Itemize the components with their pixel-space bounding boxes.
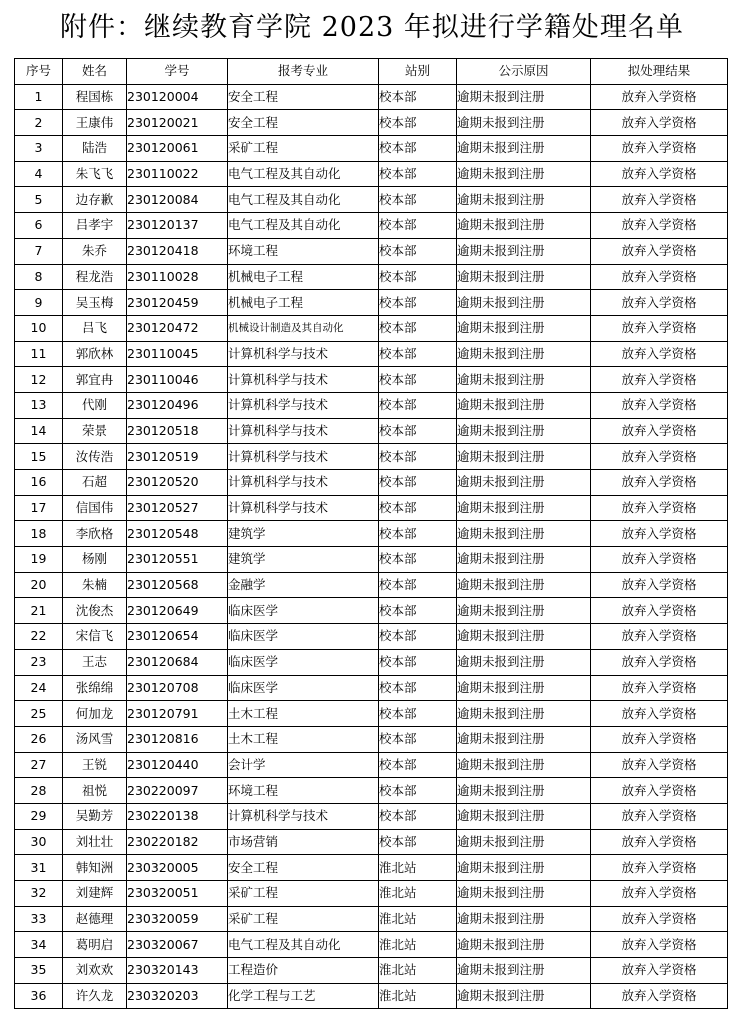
cell-major: 临床医学 bbox=[228, 675, 379, 701]
cell-major: 机械设计制造及其自动化 bbox=[228, 315, 379, 341]
cell-student-id: 230120520 bbox=[127, 470, 228, 496]
cell-site: 淮北站 bbox=[379, 983, 457, 1009]
cell-site: 淮北站 bbox=[379, 855, 457, 881]
cell-name: 杨刚 bbox=[63, 547, 127, 573]
table-row bbox=[15, 213, 728, 239]
cell-reason: 逾期未报到注册 bbox=[457, 213, 591, 239]
cell-index: 4 bbox=[15, 161, 63, 187]
table-row bbox=[15, 84, 728, 110]
cell-reason: 逾期未报到注册 bbox=[457, 958, 591, 984]
cell-site: 校本部 bbox=[379, 290, 457, 316]
cell-major: 临床医学 bbox=[228, 624, 379, 650]
cell-student-id: 230110045 bbox=[127, 341, 228, 367]
cell-reason: 逾期未报到注册 bbox=[457, 341, 591, 367]
cell-result: 放弃入学资格 bbox=[591, 238, 728, 264]
cell-result: 放弃入学资格 bbox=[591, 726, 728, 752]
cell-result: 放弃入学资格 bbox=[591, 547, 728, 573]
cell-index: 3 bbox=[15, 136, 63, 162]
cell-student-id: 230220138 bbox=[127, 803, 228, 829]
cell-site: 淮北站 bbox=[379, 906, 457, 932]
cell-major: 计算机科学与技术 bbox=[228, 341, 379, 367]
cell-name: 葛明启 bbox=[63, 932, 127, 958]
cell-site: 校本部 bbox=[379, 470, 457, 496]
cell-index: 5 bbox=[15, 187, 63, 213]
header-name: 姓名 bbox=[63, 59, 127, 85]
cell-index: 27 bbox=[15, 752, 63, 778]
table-row bbox=[15, 341, 728, 367]
cell-reason: 逾期未报到注册 bbox=[457, 161, 591, 187]
cell-site: 校本部 bbox=[379, 392, 457, 418]
cell-index: 2 bbox=[15, 110, 63, 136]
cell-name: 程国栋 bbox=[63, 84, 127, 110]
cell-major: 机械电子工程 bbox=[228, 290, 379, 316]
cell-student-id: 230120548 bbox=[127, 521, 228, 547]
cell-name: 边存歉 bbox=[63, 187, 127, 213]
table-row bbox=[15, 110, 728, 136]
cell-name: 张绵绵 bbox=[63, 675, 127, 701]
cell-reason: 逾期未报到注册 bbox=[457, 495, 591, 521]
table-body bbox=[15, 84, 728, 1009]
cell-site: 校本部 bbox=[379, 675, 457, 701]
cell-student-id: 230120551 bbox=[127, 547, 228, 573]
cell-site: 校本部 bbox=[379, 315, 457, 341]
cell-major: 采矿工程 bbox=[228, 881, 379, 907]
cell-result: 放弃入学资格 bbox=[591, 778, 728, 804]
cell-result: 放弃入学资格 bbox=[591, 624, 728, 650]
cell-student-id: 230320143 bbox=[127, 958, 228, 984]
cell-name: 吕飞 bbox=[63, 315, 127, 341]
header-student-id: 学号 bbox=[127, 59, 228, 85]
cell-site: 校本部 bbox=[379, 803, 457, 829]
cell-result: 放弃入学资格 bbox=[591, 598, 728, 624]
cell-site: 校本部 bbox=[379, 84, 457, 110]
table-row bbox=[15, 470, 728, 496]
cell-result: 放弃入学资格 bbox=[591, 161, 728, 187]
cell-site: 校本部 bbox=[379, 598, 457, 624]
table-row bbox=[15, 392, 728, 418]
cell-index: 26 bbox=[15, 726, 63, 752]
cell-major: 计算机科学与技术 bbox=[228, 367, 379, 393]
cell-name: 石超 bbox=[63, 470, 127, 496]
cell-site: 淮北站 bbox=[379, 932, 457, 958]
cell-site: 校本部 bbox=[379, 161, 457, 187]
cell-result: 放弃入学资格 bbox=[591, 470, 728, 496]
table-row bbox=[15, 675, 728, 701]
cell-name: 程龙浩 bbox=[63, 264, 127, 290]
cell-name: 何加龙 bbox=[63, 701, 127, 727]
cell-index: 8 bbox=[15, 264, 63, 290]
cell-student-id: 230110028 bbox=[127, 264, 228, 290]
cell-student-id: 230120527 bbox=[127, 495, 228, 521]
table-row bbox=[15, 367, 728, 393]
cell-reason: 逾期未报到注册 bbox=[457, 418, 591, 444]
cell-reason: 逾期未报到注册 bbox=[457, 752, 591, 778]
cell-index: 11 bbox=[15, 341, 63, 367]
cell-name: 赵德理 bbox=[63, 906, 127, 932]
table-row bbox=[15, 906, 728, 932]
cell-site: 淮北站 bbox=[379, 881, 457, 907]
table-row bbox=[15, 264, 728, 290]
cell-site: 校本部 bbox=[379, 547, 457, 573]
cell-name: 王志 bbox=[63, 649, 127, 675]
cell-site: 校本部 bbox=[379, 213, 457, 239]
cell-student-id: 230120791 bbox=[127, 701, 228, 727]
cell-index: 6 bbox=[15, 213, 63, 239]
cell-name: 朱楠 bbox=[63, 572, 127, 598]
cell-index: 36 bbox=[15, 983, 63, 1009]
cell-result: 放弃入学资格 bbox=[591, 958, 728, 984]
cell-student-id: 230120418 bbox=[127, 238, 228, 264]
cell-major: 市场营销 bbox=[228, 829, 379, 855]
cell-index: 23 bbox=[15, 649, 63, 675]
cell-result: 放弃入学资格 bbox=[591, 572, 728, 598]
cell-reason: 逾期未报到注册 bbox=[457, 572, 591, 598]
cell-student-id: 230120440 bbox=[127, 752, 228, 778]
table-header-row bbox=[15, 59, 728, 85]
cell-name: 朱乔 bbox=[63, 238, 127, 264]
cell-reason: 逾期未报到注册 bbox=[457, 983, 591, 1009]
cell-index: 17 bbox=[15, 495, 63, 521]
cell-name: 朱飞飞 bbox=[63, 161, 127, 187]
cell-name: 刘建辉 bbox=[63, 881, 127, 907]
cell-student-id: 230120519 bbox=[127, 444, 228, 470]
cell-student-id: 230120816 bbox=[127, 726, 228, 752]
cell-student-id: 230120021 bbox=[127, 110, 228, 136]
header-index: 序号 bbox=[15, 59, 63, 85]
cell-reason: 逾期未报到注册 bbox=[457, 624, 591, 650]
cell-index: 24 bbox=[15, 675, 63, 701]
cell-result: 放弃入学资格 bbox=[591, 855, 728, 881]
cell-site: 校本部 bbox=[379, 752, 457, 778]
cell-site: 校本部 bbox=[379, 367, 457, 393]
cell-site: 校本部 bbox=[379, 649, 457, 675]
cell-site: 校本部 bbox=[379, 495, 457, 521]
cell-name: 信国伟 bbox=[63, 495, 127, 521]
cell-name: 王康伟 bbox=[63, 110, 127, 136]
cell-major: 电气工程及其自动化 bbox=[228, 932, 379, 958]
header-major: 报考专业 bbox=[228, 59, 379, 85]
cell-reason: 逾期未报到注册 bbox=[457, 906, 591, 932]
cell-major: 环境工程 bbox=[228, 778, 379, 804]
cell-major: 建筑学 bbox=[228, 547, 379, 573]
table-row bbox=[15, 829, 728, 855]
cell-reason: 逾期未报到注册 bbox=[457, 84, 591, 110]
cell-reason: 逾期未报到注册 bbox=[457, 675, 591, 701]
cell-major: 计算机科学与技术 bbox=[228, 392, 379, 418]
cell-student-id: 230120459 bbox=[127, 290, 228, 316]
cell-result: 放弃入学资格 bbox=[591, 521, 728, 547]
cell-index: 32 bbox=[15, 881, 63, 907]
cell-site: 校本部 bbox=[379, 726, 457, 752]
cell-result: 放弃入学资格 bbox=[591, 829, 728, 855]
cell-major: 计算机科学与技术 bbox=[228, 470, 379, 496]
cell-site: 校本部 bbox=[379, 341, 457, 367]
cell-site: 校本部 bbox=[379, 136, 457, 162]
table-row bbox=[15, 624, 728, 650]
cell-reason: 逾期未报到注册 bbox=[457, 521, 591, 547]
cell-reason: 逾期未报到注册 bbox=[457, 881, 591, 907]
cell-major: 采矿工程 bbox=[228, 906, 379, 932]
cell-major: 机械电子工程 bbox=[228, 264, 379, 290]
cell-student-id: 230120649 bbox=[127, 598, 228, 624]
cell-result: 放弃入学资格 bbox=[591, 444, 728, 470]
document-title: 附件：继续教育学院 2023 年拟进行学籍处理名单 bbox=[60, 12, 684, 43]
cell-student-id: 230220182 bbox=[127, 829, 228, 855]
cell-index: 28 bbox=[15, 778, 63, 804]
cell-name: 许久龙 bbox=[63, 983, 127, 1009]
cell-name: 陆浩 bbox=[63, 136, 127, 162]
table-row bbox=[15, 418, 728, 444]
cell-index: 25 bbox=[15, 701, 63, 727]
cell-name: 沈俊杰 bbox=[63, 598, 127, 624]
cell-result: 放弃入学资格 bbox=[591, 187, 728, 213]
cell-name: 韩知洲 bbox=[63, 855, 127, 881]
cell-reason: 逾期未报到注册 bbox=[457, 778, 591, 804]
table-row bbox=[15, 958, 728, 984]
cell-site: 校本部 bbox=[379, 444, 457, 470]
cell-site: 校本部 bbox=[379, 829, 457, 855]
cell-reason: 逾期未报到注册 bbox=[457, 110, 591, 136]
cell-student-id: 230320203 bbox=[127, 983, 228, 1009]
cell-reason: 逾期未报到注册 bbox=[457, 264, 591, 290]
cell-result: 放弃入学资格 bbox=[591, 701, 728, 727]
table-row bbox=[15, 315, 728, 341]
header-reason: 公示原因 bbox=[457, 59, 591, 85]
cell-student-id: 230320067 bbox=[127, 932, 228, 958]
cell-student-id: 230120496 bbox=[127, 392, 228, 418]
cell-major: 电气工程及其自动化 bbox=[228, 213, 379, 239]
cell-major: 建筑学 bbox=[228, 521, 379, 547]
cell-index: 12 bbox=[15, 367, 63, 393]
cell-major: 金融学 bbox=[228, 572, 379, 598]
cell-result: 放弃入学资格 bbox=[591, 881, 728, 907]
cell-result: 放弃入学资格 bbox=[591, 649, 728, 675]
header-result: 拟处理结果 bbox=[591, 59, 728, 85]
cell-student-id: 230120472 bbox=[127, 315, 228, 341]
cell-major: 安全工程 bbox=[228, 84, 379, 110]
cell-result: 放弃入学资格 bbox=[591, 341, 728, 367]
cell-site: 校本部 bbox=[379, 418, 457, 444]
table-row bbox=[15, 881, 728, 907]
cell-site: 校本部 bbox=[379, 701, 457, 727]
cell-reason: 逾期未报到注册 bbox=[457, 136, 591, 162]
table-row bbox=[15, 290, 728, 316]
cell-result: 放弃入学资格 bbox=[591, 84, 728, 110]
cell-major: 采矿工程 bbox=[228, 136, 379, 162]
cell-name: 郭宜冉 bbox=[63, 367, 127, 393]
cell-student-id: 230220097 bbox=[127, 778, 228, 804]
cell-major: 计算机科学与技术 bbox=[228, 418, 379, 444]
cell-student-id: 230120708 bbox=[127, 675, 228, 701]
cell-reason: 逾期未报到注册 bbox=[457, 470, 591, 496]
cell-result: 放弃入学资格 bbox=[591, 803, 728, 829]
table-row bbox=[15, 855, 728, 881]
cell-site: 校本部 bbox=[379, 624, 457, 650]
cell-result: 放弃入学资格 bbox=[591, 110, 728, 136]
cell-major: 临床医学 bbox=[228, 598, 379, 624]
cell-result: 放弃入学资格 bbox=[591, 752, 728, 778]
cell-student-id: 230110046 bbox=[127, 367, 228, 393]
table-row bbox=[15, 726, 728, 752]
cell-index: 14 bbox=[15, 418, 63, 444]
cell-site: 校本部 bbox=[379, 521, 457, 547]
cell-index: 1 bbox=[15, 84, 63, 110]
cell-index: 10 bbox=[15, 315, 63, 341]
cell-site: 校本部 bbox=[379, 264, 457, 290]
cell-index: 15 bbox=[15, 444, 63, 470]
cell-major: 临床医学 bbox=[228, 649, 379, 675]
cell-site: 校本部 bbox=[379, 187, 457, 213]
table-row bbox=[15, 495, 728, 521]
cell-reason: 逾期未报到注册 bbox=[457, 803, 591, 829]
table-row bbox=[15, 521, 728, 547]
table-row bbox=[15, 187, 728, 213]
cell-result: 放弃入学资格 bbox=[591, 906, 728, 932]
cell-student-id: 230120684 bbox=[127, 649, 228, 675]
table-row bbox=[15, 547, 728, 573]
table-row bbox=[15, 238, 728, 264]
cell-index: 9 bbox=[15, 290, 63, 316]
cell-major: 环境工程 bbox=[228, 238, 379, 264]
cell-name: 吕孝宇 bbox=[63, 213, 127, 239]
cell-major: 计算机科学与技术 bbox=[228, 444, 379, 470]
cell-result: 放弃入学资格 bbox=[591, 136, 728, 162]
cell-index: 16 bbox=[15, 470, 63, 496]
cell-major: 电气工程及其自动化 bbox=[228, 161, 379, 187]
cell-site: 校本部 bbox=[379, 238, 457, 264]
cell-result: 放弃入学资格 bbox=[591, 315, 728, 341]
cell-result: 放弃入学资格 bbox=[591, 495, 728, 521]
cell-reason: 逾期未报到注册 bbox=[457, 187, 591, 213]
cell-result: 放弃入学资格 bbox=[591, 367, 728, 393]
cell-index: 20 bbox=[15, 572, 63, 598]
cell-student-id: 230120004 bbox=[127, 84, 228, 110]
cell-name: 刘欢欢 bbox=[63, 958, 127, 984]
cell-index: 31 bbox=[15, 855, 63, 881]
table-row bbox=[15, 572, 728, 598]
cell-result: 放弃入学资格 bbox=[591, 264, 728, 290]
cell-name: 汤风雪 bbox=[63, 726, 127, 752]
cell-index: 34 bbox=[15, 932, 63, 958]
cell-reason: 逾期未报到注册 bbox=[457, 932, 591, 958]
table-row bbox=[15, 161, 728, 187]
cell-major: 化学工程与工艺 bbox=[228, 983, 379, 1009]
cell-reason: 逾期未报到注册 bbox=[457, 392, 591, 418]
table-row bbox=[15, 932, 728, 958]
table-row bbox=[15, 444, 728, 470]
cell-index: 29 bbox=[15, 803, 63, 829]
cell-major: 计算机科学与技术 bbox=[228, 803, 379, 829]
roster-table bbox=[14, 58, 728, 1009]
cell-student-id: 230320059 bbox=[127, 906, 228, 932]
cell-student-id: 230120061 bbox=[127, 136, 228, 162]
cell-reason: 逾期未报到注册 bbox=[457, 649, 591, 675]
cell-name: 王锐 bbox=[63, 752, 127, 778]
cell-index: 19 bbox=[15, 547, 63, 573]
cell-result: 放弃入学资格 bbox=[591, 290, 728, 316]
cell-result: 放弃入学资格 bbox=[591, 932, 728, 958]
cell-name: 刘壮壮 bbox=[63, 829, 127, 855]
cell-site: 校本部 bbox=[379, 572, 457, 598]
cell-index: 21 bbox=[15, 598, 63, 624]
cell-student-id: 230120654 bbox=[127, 624, 228, 650]
cell-name: 李欣格 bbox=[63, 521, 127, 547]
table-row bbox=[15, 778, 728, 804]
cell-reason: 逾期未报到注册 bbox=[457, 315, 591, 341]
cell-student-id: 230120568 bbox=[127, 572, 228, 598]
cell-index: 22 bbox=[15, 624, 63, 650]
cell-student-id: 230120084 bbox=[127, 187, 228, 213]
cell-student-id: 230120518 bbox=[127, 418, 228, 444]
cell-major: 电气工程及其自动化 bbox=[228, 187, 379, 213]
cell-name: 宋信飞 bbox=[63, 624, 127, 650]
cell-reason: 逾期未报到注册 bbox=[457, 367, 591, 393]
cell-major: 安全工程 bbox=[228, 855, 379, 881]
cell-reason: 逾期未报到注册 bbox=[457, 290, 591, 316]
cell-site: 淮北站 bbox=[379, 958, 457, 984]
cell-reason: 逾期未报到注册 bbox=[457, 547, 591, 573]
cell-major: 会计学 bbox=[228, 752, 379, 778]
cell-reason: 逾期未报到注册 bbox=[457, 444, 591, 470]
table-row bbox=[15, 803, 728, 829]
cell-result: 放弃入学资格 bbox=[591, 213, 728, 239]
cell-major: 安全工程 bbox=[228, 110, 379, 136]
cell-reason: 逾期未报到注册 bbox=[457, 829, 591, 855]
cell-result: 放弃入学资格 bbox=[591, 392, 728, 418]
cell-result: 放弃入学资格 bbox=[591, 418, 728, 444]
cell-index: 18 bbox=[15, 521, 63, 547]
cell-reason: 逾期未报到注册 bbox=[457, 855, 591, 881]
header-site: 站别 bbox=[379, 59, 457, 85]
cell-name: 祖悦 bbox=[63, 778, 127, 804]
cell-reason: 逾期未报到注册 bbox=[457, 701, 591, 727]
cell-name: 汝传浩 bbox=[63, 444, 127, 470]
cell-major: 土木工程 bbox=[228, 701, 379, 727]
table-row bbox=[15, 983, 728, 1009]
cell-name: 代刚 bbox=[63, 392, 127, 418]
cell-index: 33 bbox=[15, 906, 63, 932]
cell-student-id: 230320005 bbox=[127, 855, 228, 881]
cell-student-id: 230320051 bbox=[127, 881, 228, 907]
cell-site: 校本部 bbox=[379, 778, 457, 804]
cell-index: 7 bbox=[15, 238, 63, 264]
table-row bbox=[15, 649, 728, 675]
cell-index: 35 bbox=[15, 958, 63, 984]
cell-result: 放弃入学资格 bbox=[591, 675, 728, 701]
cell-student-id: 230110022 bbox=[127, 161, 228, 187]
cell-name: 吴勤芳 bbox=[63, 803, 127, 829]
cell-reason: 逾期未报到注册 bbox=[457, 598, 591, 624]
cell-major: 土木工程 bbox=[228, 726, 379, 752]
cell-name: 吴玉梅 bbox=[63, 290, 127, 316]
cell-index: 30 bbox=[15, 829, 63, 855]
cell-result: 放弃入学资格 bbox=[591, 983, 728, 1009]
table-row bbox=[15, 136, 728, 162]
cell-reason: 逾期未报到注册 bbox=[457, 238, 591, 264]
cell-name: 郭欣林 bbox=[63, 341, 127, 367]
cell-major: 工程造价 bbox=[228, 958, 379, 984]
table-row bbox=[15, 701, 728, 727]
cell-major: 计算机科学与技术 bbox=[228, 495, 379, 521]
cell-reason: 逾期未报到注册 bbox=[457, 726, 591, 752]
cell-student-id: 230120137 bbox=[127, 213, 228, 239]
cell-name: 荣景 bbox=[63, 418, 127, 444]
table-row bbox=[15, 598, 728, 624]
cell-site: 校本部 bbox=[379, 110, 457, 136]
table-row bbox=[15, 752, 728, 778]
cell-index: 13 bbox=[15, 392, 63, 418]
